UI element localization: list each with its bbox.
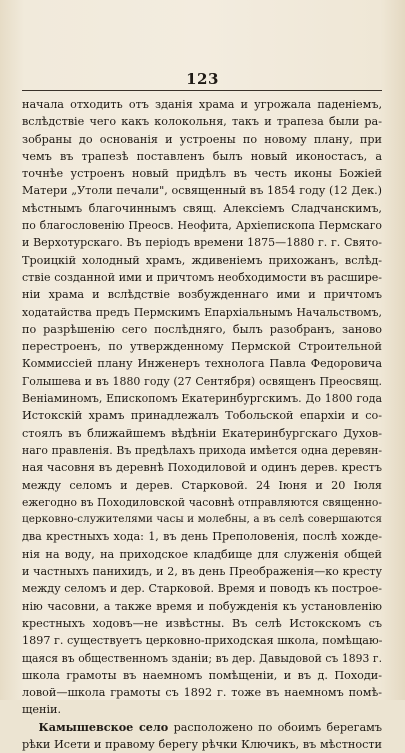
page-number: 123 xyxy=(186,70,219,88)
text-line: 1897 г. существуетъ церковно-приходская школа, помѣщаю- xyxy=(22,634,382,648)
text-line: нію часовни, а также время и побужденія къ установленію xyxy=(22,599,382,613)
text-line: Коммиссіей плану Инженеръ технолога Павла Федоровича xyxy=(22,357,382,371)
text-line: нія на воду, на приходское кладбище для служенія общей xyxy=(22,547,382,561)
text-line: между селомъ и дер. Старковой. Время и поводъ къ построе- xyxy=(22,582,382,596)
text-line: ніи храма и вслѣдствіе возбужденнаго ими и причтомъ xyxy=(22,288,382,302)
text-line: между селомъ и дерев. Старковой. 24 Іюня и 20 Іюля xyxy=(22,478,382,492)
text-line: Матери „Утоли печали", освященный въ 1854 году (12 Дек.) xyxy=(22,184,382,198)
header-rule xyxy=(22,90,382,91)
text-line: по благословенію Преосв. Неофита, Архіепископа Пермскаго xyxy=(22,219,382,233)
text-line: точнѣе устроенъ новый придѣлъ въ честь иконы Божіей xyxy=(22,167,382,181)
text-line: и частныхъ панихидъ, и 2, въ день Преображенія—ко кресту xyxy=(22,565,382,579)
text-line: ствіе созданной ими и причтомъ необходимости въ расшире- xyxy=(22,270,382,284)
text-line: Веніаминомъ, Епископомъ Екатеринбургскимъ. До 1800 года xyxy=(22,392,382,406)
text-line: Троицкій холодный храмъ, ждивеніемъ прихожанъ, вслѣд- xyxy=(22,253,382,267)
text-line: и Верхотурскаго. Въ періодъ времени 1875—1880 г. г. Свято- xyxy=(22,236,382,250)
village-name: Камышевское село xyxy=(38,719,169,734)
text-line: ловой—школа грамоты съ 1892 г. тоже въ наемномъ помѣ- xyxy=(22,686,382,700)
body-text xyxy=(22,96,382,753)
text-line: мѣстнымъ благочиннымъ свящ. Алексіемъ Сладчанскимъ, xyxy=(22,201,382,215)
text-line: школа грамоты въ наемномъ помѣщеніи, и въ д. Походи- xyxy=(22,668,382,682)
text-line: ходатайства предъ Пермскимъ Епархіальнымъ Начальствомъ, xyxy=(22,305,382,319)
text-line: церковно-служителями часы и молебны, а въ селѣ совершаются xyxy=(22,513,382,526)
text-line: вслѣдствіе чего какъ колокольня, такъ и трапеза были ра- xyxy=(22,115,382,129)
text-line: ежегодно въ Походиловской часовнѣ отправляются священно- xyxy=(22,495,382,509)
paragraph-first-line xyxy=(22,719,382,736)
text-line: перестроенъ, по утвержденному Пермской Строительной xyxy=(22,340,382,354)
text-line: ная часовня въ деревнѣ Походиловой и одинъ дерев. крестъ xyxy=(22,461,382,475)
text-line: рѣки Исети и правому берегу рѣчки Ключикъ, въ мѣстности xyxy=(22,737,382,751)
text-line: чемъ въ трапезѣ поставленъ былъ новый иконостасъ, а xyxy=(22,149,382,163)
text-line: начала отходить отъ зданія храма и угрожала паденіемъ, xyxy=(22,98,382,111)
text-line: щаяся въ общественномъ зданіи; въ дер. Давыдовой съ 1893 г. xyxy=(22,651,382,665)
text-line: два крестныхъ хода: 1, въ день Преполовенія, послѣ хожде- xyxy=(22,530,382,544)
text-line: Голышева и въ 1880 году (27 Сентября) освященъ Преосвящ. xyxy=(22,374,382,388)
text-line: зобраны до основанія и устроены по новому плану, при xyxy=(22,132,382,146)
text-line: наго правленія. Въ предѣлахъ прихода имѣется одна деревян- xyxy=(22,443,382,457)
text-line: по разрѣшенію сего послѣдняго, былъ разобранъ, заново xyxy=(22,322,382,336)
text-line: щеніи. xyxy=(22,703,62,717)
paragraph-line-rest: расположено по обоимъ берегамъ xyxy=(168,720,382,734)
text-line: стоялъ въ ближайшемъ вѣдѣніи Екатеринбургскаго Духов- xyxy=(22,426,382,440)
text-line: крестныхъ ходовъ—не извѣстны. Въ селѣ Истокскомъ съ xyxy=(22,616,382,630)
text-line: Истокскій храмъ принадлежалъ Тобольской епархіи и со- xyxy=(22,409,382,423)
